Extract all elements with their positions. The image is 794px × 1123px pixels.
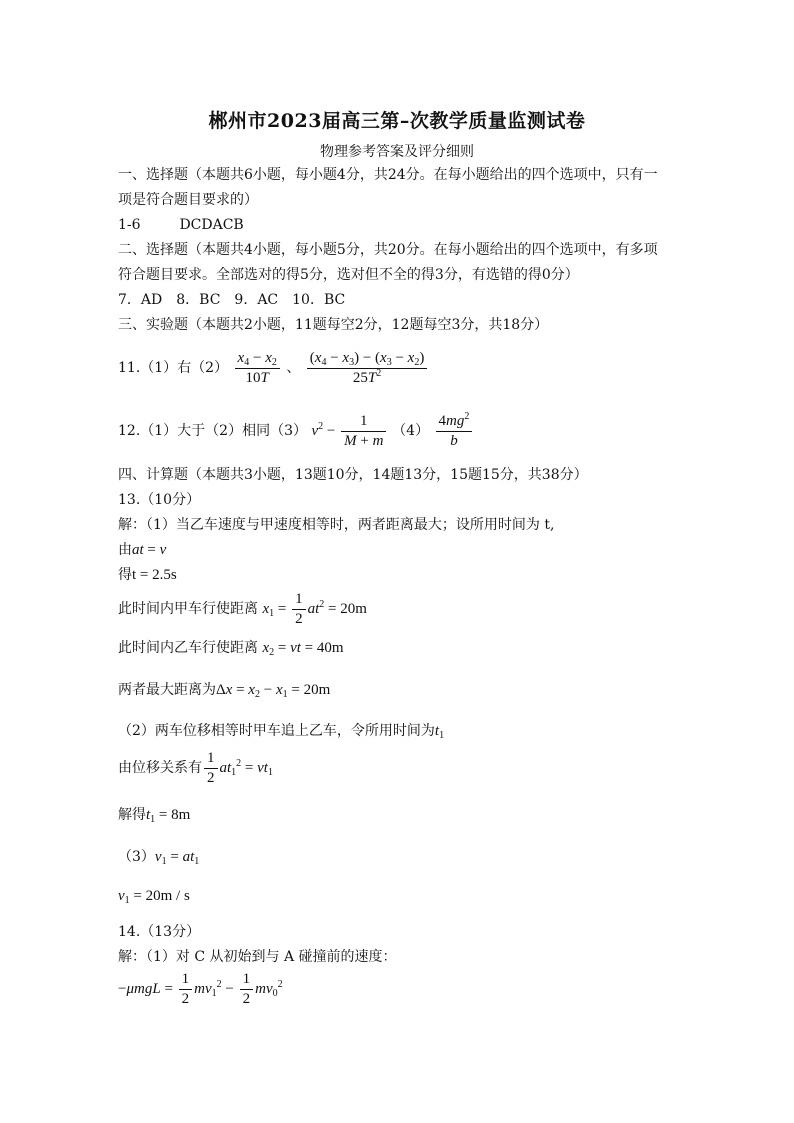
q13-x2-label: 此时间内乙车行使距离: [118, 640, 258, 656]
section2-heading-line1: 二、选择题（本题共4小题，每小题5分，共20分。在每小题给出的四个选项中，有多项: [118, 242, 658, 258]
q14-energy-equation: −μmgL = $\frac{1}{2}$ $mv_1^2$ − $\frac{1}{2}$ $mv_0^2$: [118, 971, 283, 1008]
q12-prefix: 12.（1）大于（2）相同（3）: [118, 423, 307, 439]
q13-dx-label: 两者最大距离为: [118, 682, 216, 698]
section1-heading-line1: 一、选择题（本题共6小题，每小题4分，共24分。在每小题给出的四个选项中，只有一: [118, 167, 658, 183]
q13-displacement-relation: 由位移关系有 $\frac{1}{2}$ $at_1^2 = vt_1$: [118, 750, 273, 787]
q13-x1: 此时间内甲车行使距离 $x_1$ = $\frac{1}{2}$ $at^2 = 20m$: [118, 591, 367, 628]
q13-x1-label: 此时间内甲车行使距离: [118, 601, 258, 617]
q13-by-label: 由: [118, 542, 132, 558]
page-subtitle: 物理参考答案及评分细则: [320, 144, 474, 160]
q13-dx: 两者最大距离为$\Delta x = x_2 - x_1 = 20m$: [118, 682, 331, 700]
q13-v1-value: = 20m / s: [133, 888, 190, 904]
section1-answer-keys: DCDACB: [179, 217, 244, 233]
q11-formula-2: $\frac{(x_4 - x_3) - (x_3 - x_2)}{25T^2}$: [307, 350, 428, 387]
q13-part3-label: （3）: [118, 849, 155, 865]
q12-part4-label: （4）: [392, 423, 430, 439]
section1-range: 1-6: [118, 217, 141, 233]
section1-answers: [118, 216, 244, 234]
q12-formula-2: $\frac{4mg^2}{b}$: [436, 413, 473, 450]
q13-title: 13.（10分）: [118, 492, 201, 508]
section2-answers: 7．AD 8．BC 9．AC 10．BC: [118, 292, 346, 308]
q13-t1: 解得$t_1 = 8m$: [118, 807, 191, 825]
section4-heading: 四、计算题（本题共3小题，13题10分，14题13分，15题15分，共38分）: [118, 467, 588, 483]
q13-t1-value: = 8m: [158, 807, 191, 823]
q11-separator: 、: [286, 360, 301, 376]
q13-relation: 由at = v: [118, 542, 167, 558]
q13-part2-text: （2）两车位移相等时甲车追上乙车，令所用时间为: [118, 723, 435, 739]
q11-prefix: 11.（1）右（2）: [118, 360, 229, 376]
q13-v1: $v_1 = 20m / s$: [118, 888, 190, 906]
q13-solution-intro: 解：（1）当乙车速度与甲速度相等时，两者距离最大；设所用时间为 t,: [118, 517, 555, 533]
q13-rel-label: 由位移关系有: [118, 760, 202, 776]
q13-t-value: t = 2.5s: [132, 567, 177, 583]
page-title: 郴州市2023届高三第–次教学质量监测试卷: [208, 110, 586, 132]
q13-solve-label: 解得: [118, 807, 146, 823]
q13-time: [118, 566, 177, 584]
q14-solution-intro: 解：（1）对 C 从初始到与 A 碰撞前的速度：: [118, 949, 397, 965]
section1-heading-line2: 项是符合题目要求的）: [118, 192, 258, 208]
q13-part2: （2）两车位移相等时甲车追上乙车，令所用时间为$t_1$: [118, 723, 445, 741]
q11-formula-1: $\frac{x_4 - x_2}{10T}$: [235, 350, 280, 387]
q11-answer: [118, 349, 429, 387]
q12-formula-1: $v^2$ − $\frac{1}{M + m}$: [311, 423, 392, 439]
q13-part3: $(3)v_1 = at_1$: [118, 849, 200, 867]
q14-title: 14.（13分）: [118, 924, 201, 940]
q12-answer: [118, 412, 474, 450]
q13-x2: 此时间内乙车行使距离 $x_2$ = vt = 40m: [118, 640, 344, 658]
section3-heading: 三、实验题（本题共2小题，11题每空2分，12题每空3分，共18分）: [118, 317, 549, 333]
q13-get-label: 得: [118, 567, 132, 583]
section2-heading-line2: 符合题目要求。全部选对的得5分，选对但不全的得3分，有选错的得0分）: [118, 267, 579, 283]
